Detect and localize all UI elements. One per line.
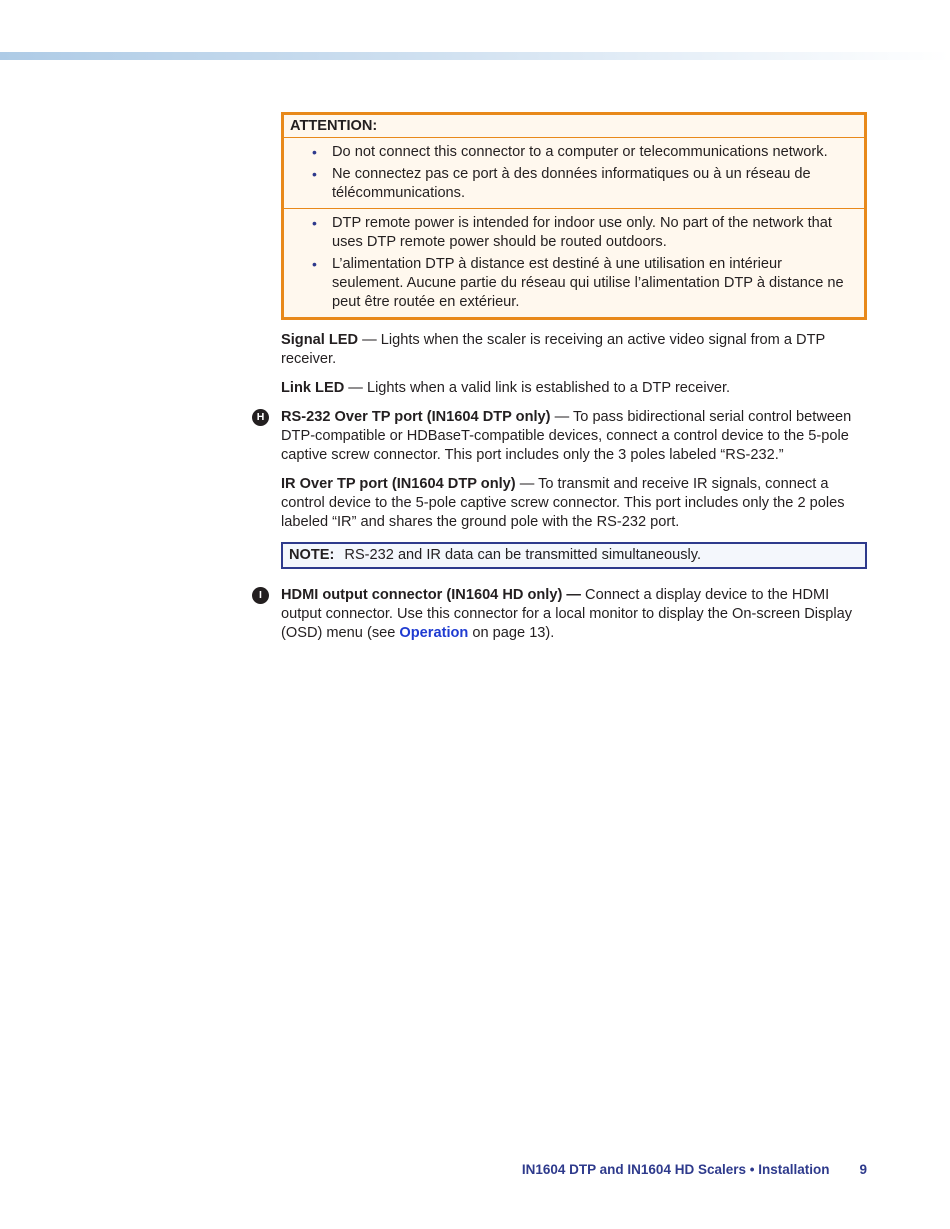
hdmi-description [259,586,867,643]
footer-title: IN1604 DTP and IN1604 HD Scalers • Installation [521,1162,830,1177]
link-led-text: — Lights when a valid link is established to a DTP receiver. [344,380,731,396]
callout-marker-h: H [252,409,269,426]
rs232-text: — To pass bidirectional serial control between DTP-compatible or HDBaseT-compatible devices, connect a control device to the 5-pole captive screw connector. This port includes only the 3 poles labeled “RS-232.” [281,409,852,463]
hdmi-text-before-link: Connect a display device to the HDMI output connector. Use this connector for a local monitor to display the On-screen Display (OSD) menu (see [281,587,853,641]
signal-led-term: Signal LED [281,332,359,348]
header-band [0,52,950,60]
attention-group-connector [284,138,864,208]
bullet-icon: • [312,215,317,231]
attention-bullet-text: Do not connect this connector to a computer or telecommunications network. [332,144,828,160]
callout-marker-i: I [252,587,269,604]
page-number: 9 [859,1162,867,1177]
hdmi-text-after-link: on page 13). [468,625,555,641]
attention-box [281,112,867,320]
link-led-term: Link LED [281,380,345,396]
page-content [256,112,867,643]
note-text: RS-232 and IR data can be transmitted simultaneously. [344,547,702,563]
ir-text: — To transmit and receive IR signals, connect a control device to the 5-pole captive screw connector. This port includes only the 2 poles labeled “IR” and shares the ground pole with the RS-232 port. [281,476,845,530]
note-box [281,542,867,569]
ir-description [281,475,867,532]
ir-term: IR Over TP port (IN1604 DTP only) [281,476,516,492]
attention-bullet [290,214,856,252]
signal-led-description [281,331,867,369]
rs232-description [256,408,867,465]
attention-bullet [290,165,856,203]
attention-bullet [290,255,856,312]
attention-bullet-text: Ne connectez pas ce port à des données informatiques ou à un réseau de télécommunications. [332,166,811,201]
operation-link[interactable]: Operation [399,625,469,641]
link-led-description [281,379,867,398]
hdmi-term: HDMI output connector (IN1604 HD only) — [281,587,581,603]
bullet-icon: • [312,256,317,272]
note-label: NOTE: [289,547,335,563]
bullet-icon: • [312,166,317,182]
attention-bullet-text: L’alimentation DTP à distance est destiné à une utilisation en intérieur seulement. Aucune partie du réseau qui utilise l’alimentation DTP à distance ne peut être routée en extérieur. [332,256,844,310]
signal-led-text: — Lights when the scaler is receiving an active video signal from a DTP receiver. [281,332,825,367]
attention-bullet-text: DTP remote power is intended for indoor use only. No part of the network that uses DTP remote power should be routed outdoors. [332,215,832,250]
attention-title: ATTENTION: [284,115,864,138]
rs232-term: RS-232 Over TP port (IN1604 DTP only) [281,409,551,425]
attention-group-remote-power [284,208,864,317]
attention-bullet [290,143,856,162]
bullet-icon: • [312,144,317,160]
page-footer [522,1162,867,1177]
